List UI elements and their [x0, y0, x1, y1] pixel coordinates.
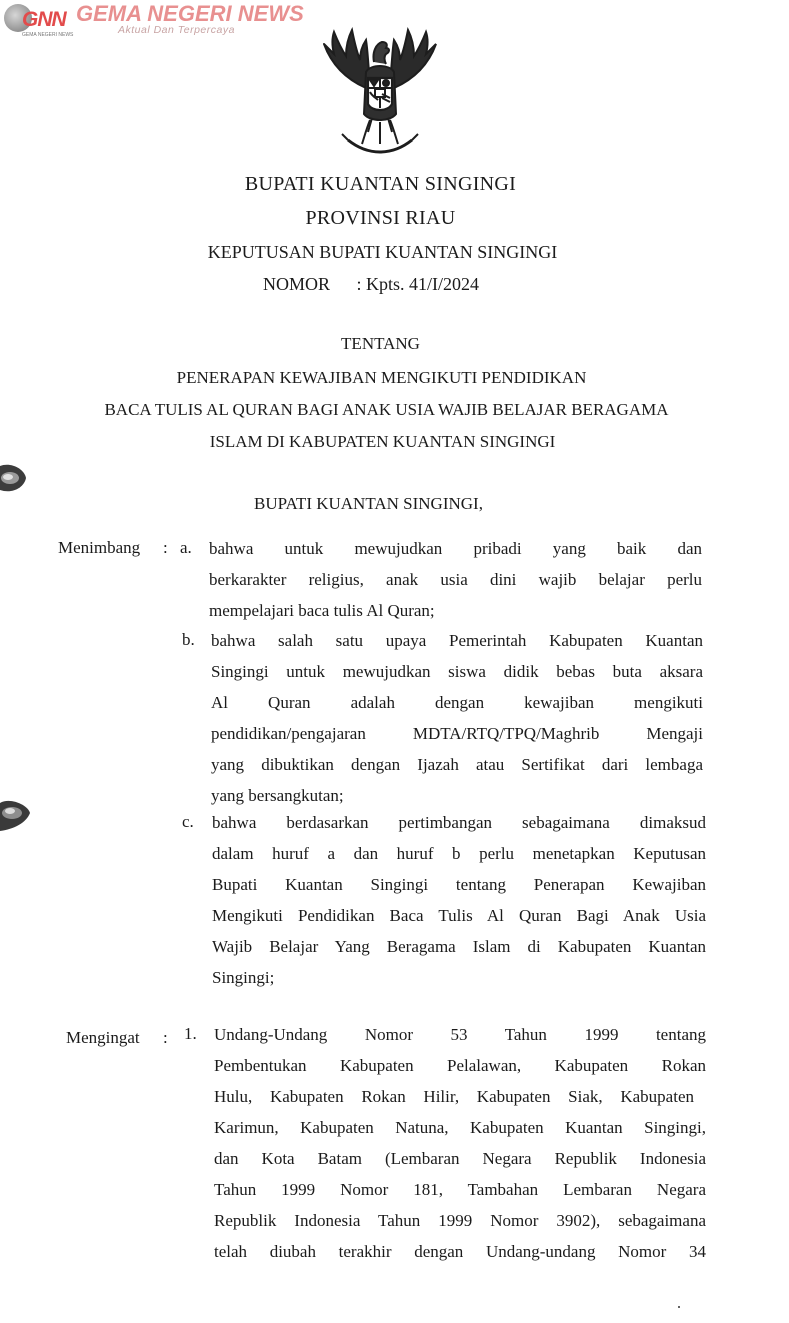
watermark-tagline: Aktual Dan Terpercaya — [118, 24, 235, 36]
watermark-title: GEMA NEGERI NEWS — [76, 1, 304, 26]
watermark-gnn: GNN — [22, 8, 66, 31]
menimbang-item-c — [212, 807, 706, 993]
text-line: pendidikan/pengajaran MDTA/RTQ/TPQ/Maghrib Mengaji — [211, 724, 703, 743]
text-line: bahwa berdasarkan pertimbangan sebagaimana dimaksud — [212, 813, 706, 832]
text-line: berkarakter religius, anak usia dini wajib belajar perlu — [209, 570, 702, 589]
text-line: yang bersangkutan; — [211, 786, 344, 805]
nomor-label: NOMOR — [263, 274, 331, 294]
text-line: dan Kota Batam (Lembaran Negara Republik Indonesia — [214, 1149, 706, 1168]
header-provinsi: PROVINSI RIAU — [305, 207, 456, 229]
text-line: Undang-Undang Nomor 53 Tahun 1999 tentang — [214, 1025, 706, 1044]
menimbang-label: Menimbang — [58, 538, 141, 557]
text-line: Pembentukan Kabupaten Pelalawan, Kabupaten Rokan — [214, 1056, 706, 1075]
text-line: Wajib Belajar Yang Beragama Islam di Kabupaten Kuantan — [212, 937, 706, 956]
issuer-title: BUPATI KUANTAN SINGINGI, — [254, 494, 483, 513]
menimbang-marker-a: a. — [180, 538, 192, 557]
menimbang-colon: : — [163, 538, 168, 557]
text-line: Mengikuti Pendidikan Baca Tulis Al Quran Bagi Anak Usia — [212, 906, 706, 925]
text-line: bahwa untuk mewujudkan pribadi yang baik dan — [209, 539, 702, 558]
text-line: dalam huruf a dan huruf b perlu menetapkan Keputusan — [212, 844, 706, 863]
text-line: Singingi; — [212, 968, 275, 987]
nomor-value: : Kpts. 41/I/2024 — [356, 274, 480, 294]
text-line: Bupati Kuantan Singingi tentang Penerapan Kewajiban — [212, 875, 706, 894]
tentang-label: TENTANG — [341, 334, 420, 353]
watermark-logo-sub: GEMA NEGERI NEWS — [22, 32, 74, 38]
text-line: Hulu, Kabupaten Rokan Hilir, Kabupaten Siak, Kabupaten — [214, 1087, 694, 1106]
mengingat-marker-1: 1. — [184, 1024, 197, 1043]
menimbang-item-a — [209, 533, 702, 626]
text-line: yang dibuktikan dengan Ijazah atau Sertifikat dari lembaga — [211, 755, 703, 774]
menimbang-marker-b: b. — [182, 630, 195, 649]
text-line: Singingi untuk mewujudkan siswa didik bebas buta aksara — [211, 662, 703, 681]
text-line: bahwa salah satu upaya Pemerintah Kabupaten Kuantan — [211, 631, 703, 650]
text-line: Al Quran adalah dengan kewajiban mengikuti — [211, 693, 703, 712]
scan-clip-mark-icon — [0, 795, 32, 837]
text-line: Karimun, Kabupaten Natuna, Kabupaten Kuantan Singingi, — [214, 1118, 706, 1137]
tentang-title-line-1: PENERAPAN KEWAJIBAN MENGIKUTI PENDIDIKAN — [176, 368, 587, 387]
tentang-title-line-3: ISLAM DI KABUPATEN KUANTAN SINGINGI — [209, 432, 556, 451]
text-line: Tahun 1999 Nomor 181, Tambahan Lembaran Negara — [214, 1180, 706, 1199]
header-keputusan: KEPUTUSAN BUPATI KUANTAN SINGINGI — [207, 242, 558, 262]
mengingat-label: Mengingat — [66, 1028, 140, 1047]
mengingat-item-1 — [214, 1019, 706, 1267]
text-line: telah diubah terakhir dengan Undang-undang Nomor 34 — [214, 1242, 706, 1261]
text-line: Republik Indonesia Tahun 1999 Nomor 3902), sebagaimana — [214, 1211, 706, 1230]
text-line: mempelajari baca tulis Al Quran; — [209, 601, 435, 620]
menimbang-marker-c: c. — [182, 812, 194, 831]
mengingat-colon: : — [163, 1028, 168, 1047]
header-nomor — [263, 274, 479, 295]
menimbang-item-b — [211, 625, 703, 811]
tentang-title-line-2: BACA TULIS AL QURAN BAGI ANAK USIA WAJIB BELAJAR BERAGAMA — [104, 400, 669, 419]
scan-clip-mark-icon — [0, 458, 28, 498]
header-bupati: BUPATI KUANTAN SINGINGI — [244, 173, 517, 195]
scan-speck — [678, 1306, 680, 1308]
garuda-pancasila-emblem-icon — [318, 22, 442, 158]
